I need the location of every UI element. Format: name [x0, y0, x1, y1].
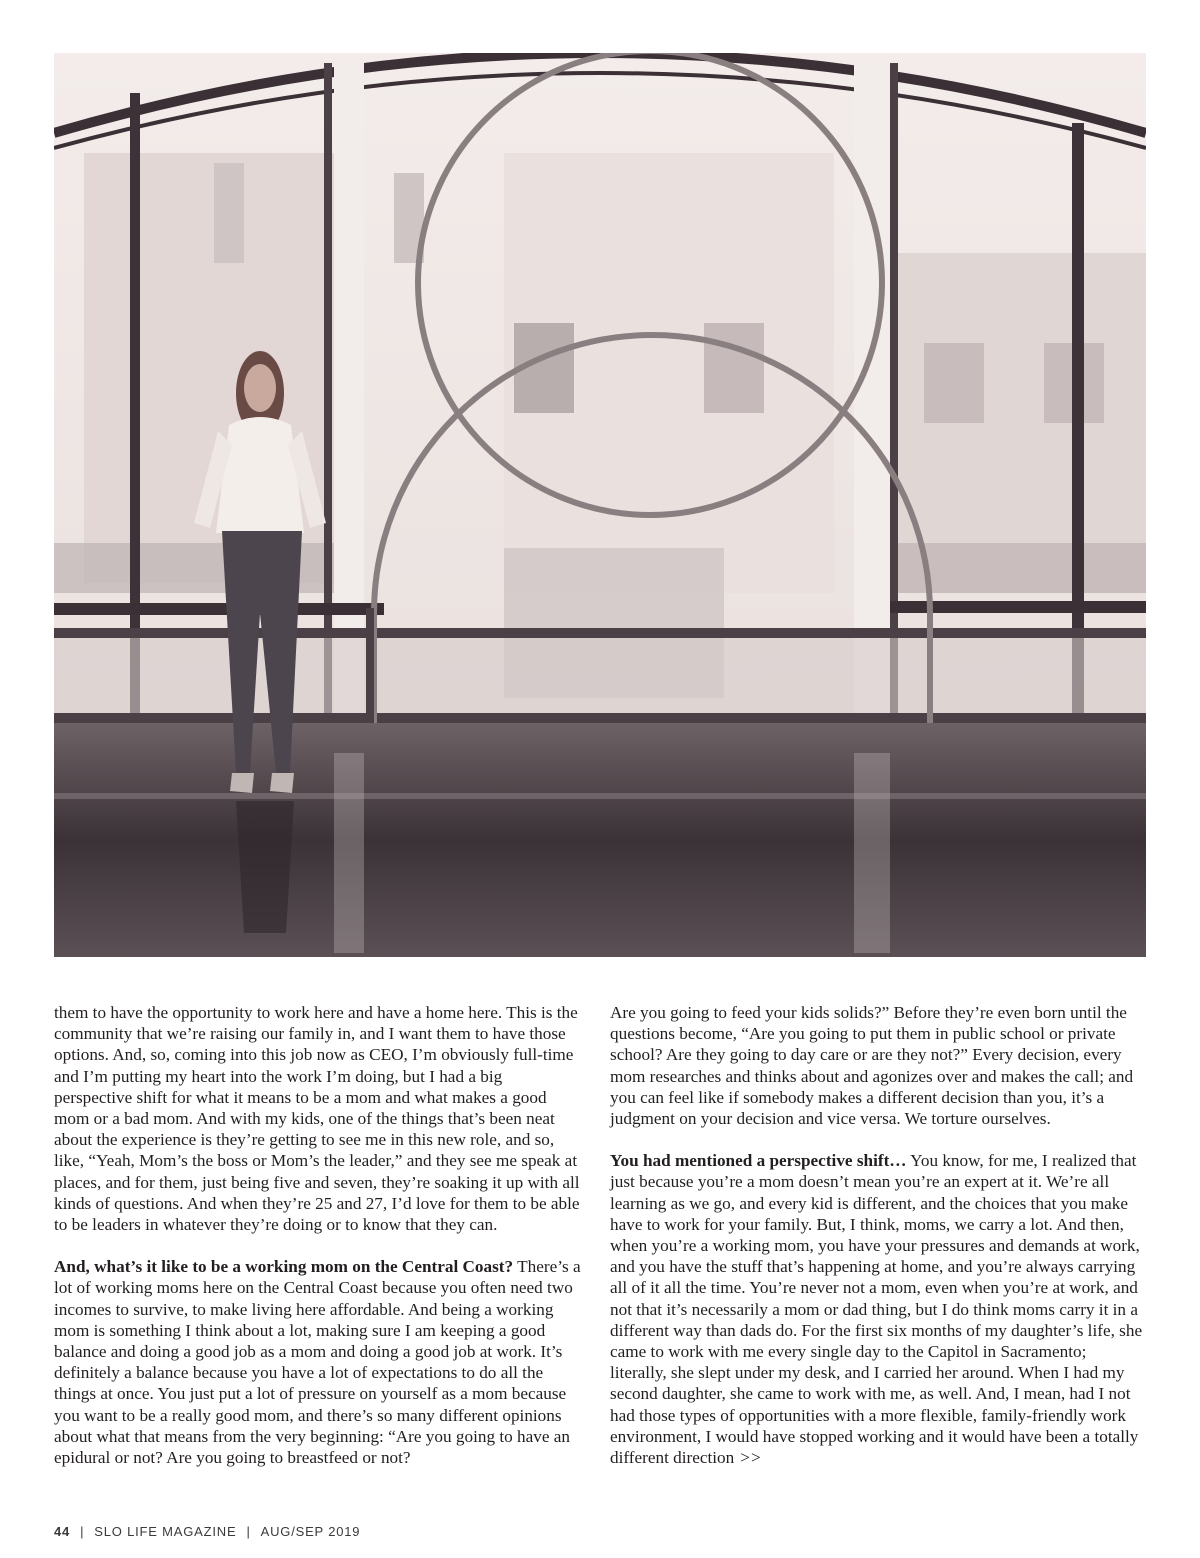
issue-date: AUG/SEP 2019 — [260, 1524, 361, 1539]
feature-photo — [54, 53, 1146, 957]
interview-question: And, what’s it like to be a working mom on the Central Coast? — [54, 1257, 514, 1277]
portrait-photo-woman-window — [54, 53, 1146, 957]
article-paragraph: them to have the opportunity to work here and have a home here. This is the community that we’re raising our family in, and I want them to have those options. And, so, coming into this job now as CEO, I’m obviously full-time and I’m putting my heart into the work I’m doing, but I had a big perspective shift for what it means to be a mom and what makes a good mom or a bad mom. And with my kids, one of the things that’s been neat about the experience is they’re getting to see me in this new role, and so, like, “Yeah, Mom’s the boss or Mom’s the leader,” and they see me speak at places, and for them, just being five and seven, they’re soaking it up with all kinds of questions. And when they’re 25 and 27, I’d love for them to be able to be leaders in whatever they’re doing or to know that they can. — [54, 1003, 580, 1235]
article-column-right — [610, 1002, 1146, 1489]
folio-separator: | — [80, 1524, 85, 1539]
article-paragraph: Are you going to feed your kids solids?” Before they’re even born until the questions become, “Are you going to put them in public school or private school? Are they going to day care or are they not?” Every decision, every mom researches and thinks about and agonizes over and makes the call; and you can feel like if somebody makes a different decision than you, it’s a judgment on your decision and vice versa. We torture ourselves. — [610, 1003, 1134, 1129]
article-paragraph: And, what’s it like to be a working mom on the Central Coast? There’s a lot of working moms here on the Central Coast because you often need two incomes to survive, to make living here affordable. And being a working mom is something I think about a lot, making sure I am keeping a good balance and doing a good job as a mom and doing a good job at work. It’s definitely a balance because you have a lot of expectations to do all the things at once. You just put a lot of pressure on yourself as a mom because you want to be a really good mom, and there’s so many different opinions about what that means from the very beginning: “Are you going to have an epidural or not? Are you going to breastfeed or not? — [54, 1257, 581, 1468]
article-paragraph: You had mentioned a perspective shift… You know, for me, I realized that just because you’re a mom doesn’t mean you’re an expert at it. We’re all learning as we go, and every kid is different, and the choices that you make have to work for your family. But, I think, moms, we carry a lot. And then, when you’re a working mom, you have your pressures and demands at work, and you have the stuff that’s happening at home, and you’re always carrying all of it all the time. You’re never not a mom, even when you’re at work, and not that it’s necessarily a mom or dad thing, but I do think moms carry it in a different way than dads do. For the first six months of my daughter’s life, she came to work with me every single day to the Capitol in Sacramento; literally, she slept under my desk, and I carried her around. When I had my second daughter, she came to work with me, as well. And, I mean, had I not had those types of opportunities with a more flexible, family-friendly work environment, I would have stopped working and it would have been a totally different direction >> — [610, 1151, 1143, 1468]
magazine-name: SLO LIFE MAGAZINE — [94, 1524, 237, 1539]
folio-separator: | — [246, 1524, 251, 1539]
page-number: 44 — [54, 1524, 71, 1539]
interview-question: You had mentioned a perspective shift… — [610, 1151, 907, 1171]
page-folio — [54, 1524, 360, 1539]
continued-marker: >> — [740, 1448, 762, 1468]
article-column-left — [54, 1002, 584, 1489]
